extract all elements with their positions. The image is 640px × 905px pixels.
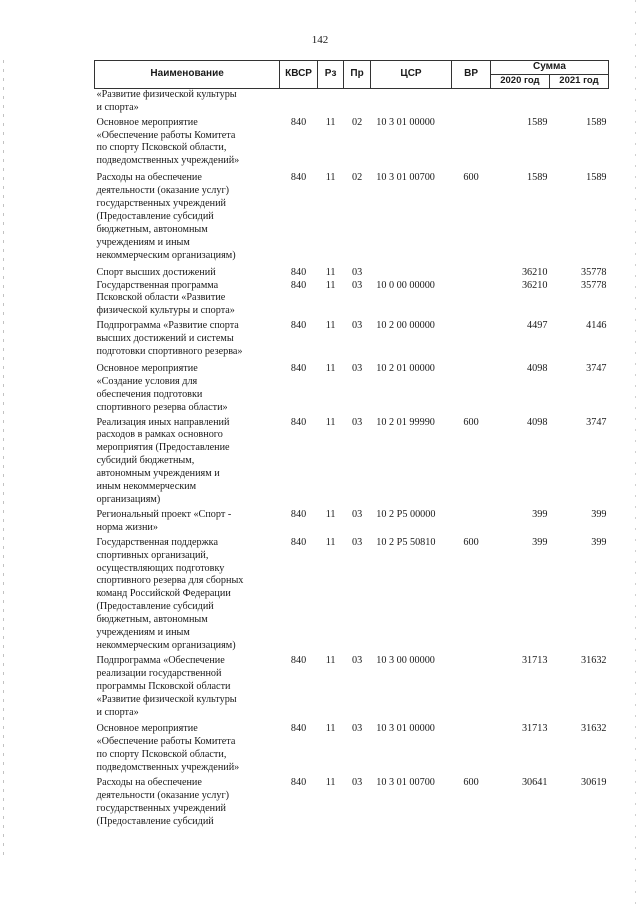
- cell-vr: [452, 88, 491, 116]
- cell-name-line: физической культуры и спорта»: [96, 305, 235, 317]
- cell-csr: 10 2 P5 50810: [376, 536, 436, 548]
- cell-name-line: некоммерческим организациям): [96, 639, 236, 651]
- cell-csr: 10 2 01 00000: [376, 362, 435, 374]
- cell-sum-2020: 1589: [527, 116, 548, 128]
- cell-name-line: субсидий бюджетным,: [96, 455, 195, 467]
- cell-csr: 10 3 01 00700: [376, 777, 435, 789]
- cell-name-line: мероприятия (Предоставление: [96, 442, 230, 454]
- cell-kvsr: [280, 88, 318, 116]
- cell-csr: 10 3 01 00700: [376, 172, 435, 184]
- cell-name-line: иным некоммерческим: [96, 481, 197, 493]
- cell-kvsr: 840: [290, 266, 307, 278]
- header-csr: ЦСР: [370, 61, 451, 89]
- table-row: [95, 655, 609, 724]
- cell-name-line: (Предоставление субсидий: [96, 210, 214, 222]
- cell-name-line: Подпрограмма «Обеспечение: [96, 654, 225, 666]
- header-year-2020: 2020 год: [490, 74, 549, 88]
- cell-rz: 11: [325, 777, 336, 789]
- cell-name: [95, 363, 280, 417]
- cell-vr: [452, 363, 491, 417]
- cell-rz: 11: [325, 172, 336, 184]
- cell-pr: 03: [351, 654, 363, 666]
- cell-name: [95, 280, 280, 321]
- cell-vr: 600: [463, 172, 479, 184]
- cell-name-line: Региональный проект «Спорт -: [96, 508, 232, 520]
- cell-name: [95, 117, 280, 173]
- cell-kvsr: 840: [290, 320, 307, 332]
- cell-name-line: Спорт высших достижений: [96, 266, 216, 278]
- cell-name-line: «Развитие физической культуры: [96, 693, 237, 705]
- cell-pr: 03: [351, 320, 363, 332]
- cell-sum-2021: 31632: [581, 723, 607, 735]
- table-row: [95, 88, 609, 116]
- page-number: 142: [311, 34, 329, 46]
- cell-rz: 11: [325, 362, 336, 374]
- cell-sum-2021: 35778: [581, 279, 607, 291]
- cell-sum-2021: 399: [591, 536, 607, 548]
- table-row: [95, 363, 609, 417]
- cell-name: [95, 320, 280, 363]
- cell-sum-2020: 4098: [527, 362, 548, 374]
- cell-csr: [370, 267, 451, 280]
- table-row: [95, 172, 609, 266]
- cell-rz: 11: [325, 266, 336, 278]
- cell-kvsr: 840: [290, 654, 307, 666]
- cell-pr: 02: [351, 116, 363, 128]
- cell-name-line: Расходы на обеспечение: [96, 777, 202, 789]
- cell-csr: 10 2 P5 00000: [376, 508, 436, 520]
- table-row: [95, 267, 609, 280]
- cell-csr: 10 0 00 00000: [376, 279, 435, 291]
- cell-sum-2021: 1589: [586, 172, 607, 184]
- header-pr: Пр: [344, 61, 370, 89]
- table-row: [95, 509, 609, 537]
- cell-name-line: Подпрограмма «Развитие спорта: [96, 320, 239, 332]
- cell-name: [95, 509, 280, 537]
- cell-sum-2021: 30619: [581, 777, 607, 789]
- cell-name-line: реализации государственной: [96, 667, 222, 679]
- cell-name-line: норма жизни»: [96, 521, 158, 533]
- cell-rz: 11: [325, 654, 336, 666]
- cell-name-line: спортивных организаций,: [96, 549, 209, 561]
- cell-name-line: «Создание условия для: [96, 375, 198, 387]
- cell-vr: 600: [463, 416, 479, 428]
- cell-csr: 10 2 00 00000: [376, 320, 435, 332]
- cell-kvsr: 840: [290, 279, 307, 291]
- cell-pr: 03: [351, 508, 363, 520]
- cell-pr: 02: [351, 172, 363, 184]
- header-sum: Сумма: [490, 61, 608, 75]
- cell-name: [95, 537, 280, 655]
- table-row: [95, 320, 609, 363]
- cell-vr: [452, 267, 491, 280]
- cell-pr: 03: [351, 536, 363, 548]
- cell-sum-2021: 1589: [586, 116, 607, 128]
- table-body: [95, 88, 609, 828]
- cell-rz: 11: [325, 416, 336, 428]
- cell-name-line: Основное мероприятие: [96, 723, 198, 735]
- cell-name-line: расходов в рамках основного: [96, 429, 223, 441]
- cell-vr: 600: [463, 536, 479, 548]
- header-year-2021: 2021 год: [549, 74, 608, 88]
- cell-name-line: спортивного резерва области»: [96, 401, 228, 413]
- cell-name-line: бюджетным, автономным: [96, 223, 208, 235]
- cell-rz: 11: [325, 320, 336, 332]
- cell-csr: 10 3 00 00000: [376, 654, 435, 666]
- cell-name-line: по спорту Псковской области,: [96, 142, 227, 154]
- cell-rz: 11: [325, 723, 336, 735]
- cell-name-line: по спорту Псковской области,: [96, 749, 227, 761]
- cell-sum-2020: 1589: [527, 172, 548, 184]
- cell-name-line: «Развитие физической культуры: [96, 88, 237, 100]
- cell-pr: [344, 88, 370, 116]
- header-kvsr: КВСР: [280, 61, 318, 89]
- cell-sum-2021: 35778: [581, 266, 607, 278]
- table-row: [95, 280, 609, 321]
- cell-name-line: подведомственных учреждений»: [96, 155, 240, 167]
- cell-name-line: организациям): [96, 494, 161, 505]
- cell-name-line: (Предоставление субсидий: [96, 815, 214, 827]
- table-row: [95, 777, 609, 829]
- cell-name: [95, 655, 280, 724]
- cell-name-line: и спорта»: [96, 706, 139, 718]
- cell-name-line: деятельности (оказание услуг): [96, 185, 230, 197]
- cell-name-line: учреждениям и иным: [96, 627, 190, 639]
- cell-name-line: некоммерческим организациям): [96, 249, 236, 261]
- cell-vr: [452, 320, 491, 363]
- cell-rz: 11: [325, 508, 336, 520]
- header-name: Наименование: [95, 61, 280, 89]
- cell-name: [95, 267, 280, 280]
- cell-kvsr: 840: [290, 172, 307, 184]
- cell-sum-2020: 4497: [527, 320, 548, 332]
- cell-pr: 03: [351, 416, 363, 428]
- cell-sum-2020: 399: [532, 536, 548, 548]
- cell-name-line: Расходы на обеспечение: [96, 172, 202, 184]
- cell-name-line: учреждениям и иным: [96, 236, 190, 248]
- cell-kvsr: 840: [290, 536, 307, 548]
- cell-sum-2021: 3747: [586, 362, 607, 374]
- cell-name-line: бюджетным, автономным: [96, 614, 208, 626]
- cell-name-line: осуществляющих подготовку: [96, 562, 225, 574]
- cell-name-line: деятельности (оказание услуг): [96, 789, 230, 801]
- cell-name-line: Реализация иных направлений: [96, 416, 230, 428]
- cell-sum-2020: 30641: [521, 777, 548, 789]
- cell-sum-2020: 31713: [521, 654, 548, 666]
- cell-rz: 11: [325, 116, 336, 128]
- cell-vr: [452, 655, 491, 724]
- cell-kvsr: 840: [290, 777, 307, 789]
- cell-sum-2020: [490, 88, 549, 116]
- cell-name-line: «Обеспечение работы Комитета: [96, 736, 236, 748]
- cell-name-line: (Предоставление субсидий: [96, 601, 214, 613]
- cell-rz: [317, 88, 343, 116]
- cell-pr: 03: [351, 362, 363, 374]
- cell-sum-2020: 36210: [521, 279, 548, 291]
- cell-kvsr: 840: [290, 116, 307, 128]
- cell-sum-2020: 36210: [521, 266, 548, 278]
- cell-name-line: команд Российской Федерации: [96, 588, 231, 600]
- table-row: [95, 417, 609, 509]
- cell-csr: [370, 88, 451, 116]
- cell-vr: 600: [463, 777, 479, 789]
- cell-name-line: Основное мероприятие: [96, 116, 198, 128]
- cell-sum-2021: [549, 88, 608, 116]
- cell-name-line: государственных учреждений: [96, 802, 226, 814]
- scan-edge-left: [3, 60, 4, 860]
- cell-kvsr: 840: [290, 723, 307, 735]
- cell-pr: 03: [351, 723, 363, 735]
- cell-csr: 10 3 01 00000: [376, 723, 435, 735]
- cell-kvsr: 840: [290, 416, 307, 428]
- cell-vr: [452, 280, 491, 321]
- cell-pr: 03: [351, 279, 363, 291]
- cell-csr: 10 2 01 99990: [376, 416, 435, 428]
- header-vr: ВР: [452, 61, 491, 89]
- cell-name-line: «Обеспечение работы Комитета: [96, 129, 236, 141]
- cell-name: [95, 417, 280, 509]
- cell-name-line: Псковской области «Развитие: [96, 292, 226, 304]
- cell-name-line: Основное мероприятие: [96, 362, 198, 374]
- cell-rz: 11: [325, 279, 336, 291]
- header-rz: Рз: [317, 61, 343, 89]
- cell-name: [95, 777, 280, 829]
- cell-kvsr: 840: [290, 508, 307, 520]
- cell-name-line: Государственная поддержка: [96, 536, 218, 548]
- table-row: [95, 537, 609, 655]
- cell-pr: 03: [351, 777, 363, 789]
- cell-sum-2020: 399: [532, 508, 548, 520]
- budget-table: [94, 60, 609, 829]
- cell-sum-2021: 4146: [586, 320, 607, 332]
- cell-csr: 10 3 01 00000: [376, 116, 435, 128]
- scan-edge-right: [635, 0, 636, 905]
- table-row: [95, 723, 609, 777]
- cell-vr: [452, 117, 491, 173]
- cell-name-line: высших достижений и системы: [96, 333, 234, 345]
- cell-name-line: подведомственных учреждений»: [96, 762, 240, 774]
- cell-sum-2020: 31713: [521, 723, 548, 735]
- cell-name: [95, 172, 280, 266]
- cell-name-line: обеспечения подготовки: [96, 388, 203, 400]
- cell-sum-2021: 31632: [581, 654, 607, 666]
- cell-pr: 03: [351, 266, 363, 278]
- cell-kvsr: 840: [290, 362, 307, 374]
- cell-name-line: спортивного резерва для сборных: [96, 575, 244, 587]
- cell-name: [95, 88, 280, 116]
- cell-rz: 11: [325, 536, 336, 548]
- cell-name: [95, 723, 280, 777]
- cell-sum-2020: 4098: [527, 416, 548, 428]
- cell-sum-2021: 399: [591, 508, 607, 520]
- cell-name-line: Государственная программа: [96, 279, 219, 291]
- cell-name-line: государственных учреждений: [96, 198, 226, 210]
- cell-sum-2021: 3747: [586, 416, 607, 428]
- cell-name-line: программы Псковской области: [96, 680, 231, 692]
- cell-name-line: и спорта»: [96, 101, 139, 113]
- cell-vr: [452, 509, 491, 537]
- cell-name-line: автономным учреждениям и: [96, 468, 220, 480]
- table-row: [95, 117, 609, 173]
- cell-vr: [452, 723, 491, 777]
- cell-name-line: подготовки спортивного резерва»: [96, 346, 243, 358]
